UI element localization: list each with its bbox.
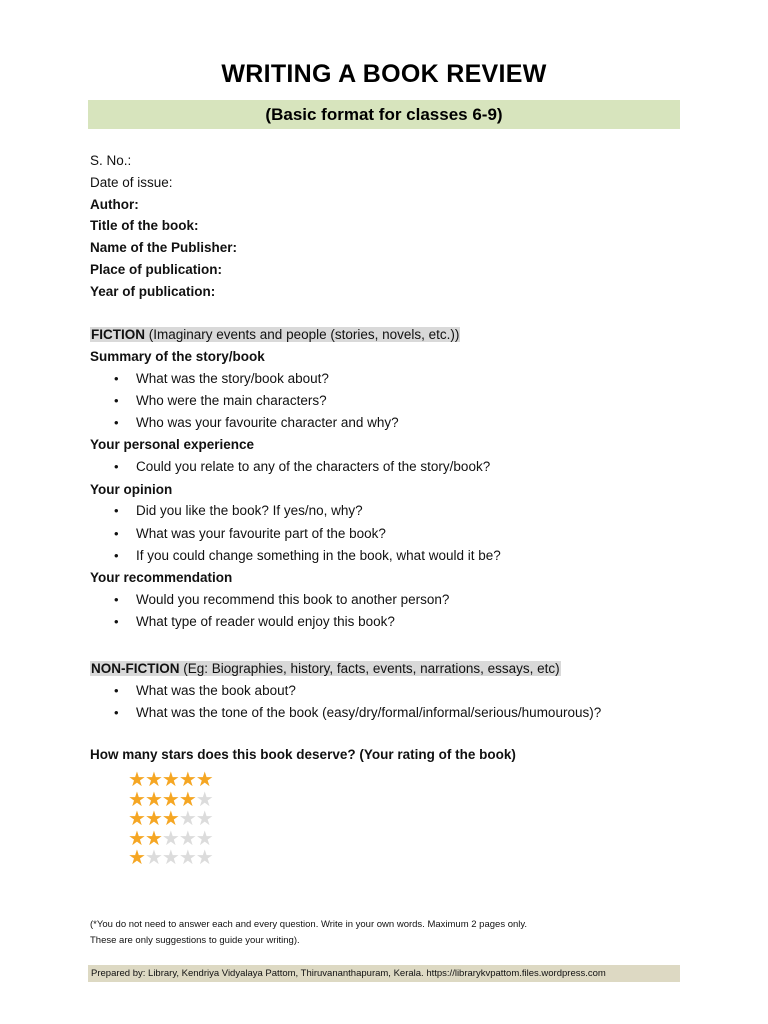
list-item: • What was your favourite part of the book? bbox=[90, 523, 690, 545]
star-icon: ★ bbox=[144, 827, 162, 850]
summary-heading: Summary of the story/book bbox=[90, 348, 265, 364]
star-icon: ★ bbox=[195, 769, 213, 791]
star-icon: ★ bbox=[161, 847, 179, 869]
fiction-description: (Imaginary events and people (stories, novels, etc.)) bbox=[145, 327, 460, 342]
star-icon: ★ bbox=[178, 847, 196, 869]
star-icon: ★ bbox=[128, 847, 145, 869]
subtitle-banner bbox=[88, 100, 680, 129]
fiction-heading-highlight bbox=[90, 327, 460, 342]
recommendation-list bbox=[90, 589, 690, 634]
list-item: • If you could change something in the book, what would it be? bbox=[90, 545, 690, 567]
star-icon: ★ bbox=[128, 808, 145, 830]
note-line-2: These are only suggestions to guide your writing). bbox=[90, 935, 300, 946]
nonfiction-heading-line bbox=[90, 658, 690, 680]
list-item: • Would you recommend this book to another person? bbox=[90, 589, 690, 611]
field-year-of-publication: Year of publication: bbox=[90, 283, 216, 299]
field-title-of-book: Title of the book: bbox=[90, 218, 199, 234]
summary-list bbox=[90, 368, 690, 435]
recommendation-heading: Your recommendation bbox=[90, 570, 233, 586]
instructions-note bbox=[90, 917, 690, 949]
list-item: • Who were the main characters? bbox=[90, 390, 690, 412]
star-icon: ★ bbox=[195, 827, 213, 850]
field-author: Author: bbox=[90, 196, 139, 212]
star-icon: ★ bbox=[161, 788, 179, 811]
star-icon: ★ bbox=[128, 827, 145, 850]
opinion-heading: Your opinion bbox=[90, 481, 173, 497]
list-item: • What was the story/book about? bbox=[90, 368, 690, 390]
star-icon: ★ bbox=[144, 808, 162, 830]
star-icon: ★ bbox=[161, 808, 179, 830]
note-line-1: (*You do not need to answer each and every question. Write in your own words. Maximum 2 pages only. bbox=[90, 919, 528, 930]
experience-list bbox=[90, 456, 690, 478]
list-item: • Who was your favourite character and why? bbox=[90, 412, 690, 434]
star-icon: ★ bbox=[144, 769, 162, 791]
star-icon: ★ bbox=[161, 827, 179, 850]
list-item: • Did you like the book? If yes/no, why? bbox=[90, 500, 690, 522]
footer-credit bbox=[88, 965, 680, 982]
nonfiction-heading-highlight bbox=[90, 661, 561, 676]
star-icon: ★ bbox=[195, 808, 213, 830]
subtitle-text: (Basic format for classes 6-9) bbox=[265, 105, 503, 124]
field-serial-number: S. No.: bbox=[90, 153, 132, 168]
star-icon: ★ bbox=[144, 788, 162, 811]
star-icon: ★ bbox=[178, 827, 196, 850]
nonfiction-section bbox=[90, 658, 690, 724]
star-rating-scale bbox=[128, 771, 213, 869]
page-title: WRITING A BOOK REVIEW bbox=[221, 60, 547, 88]
list-item: • Could you relate to any of the characters of the story/book? bbox=[90, 456, 690, 478]
star-icon: ★ bbox=[128, 769, 145, 791]
rating-question: How many stars does this book deserve? (Your rating of the book) bbox=[90, 747, 516, 762]
book-details-fields bbox=[90, 150, 237, 303]
opinion-list bbox=[90, 500, 690, 567]
star-row-1 bbox=[128, 849, 213, 869]
field-publisher: Name of the Publisher: bbox=[90, 240, 238, 256]
star-icon: ★ bbox=[144, 847, 162, 869]
fiction-heading: FICTION bbox=[91, 327, 145, 342]
star-icon: ★ bbox=[178, 788, 196, 811]
experience-heading: Your personal experience bbox=[90, 437, 255, 453]
footer-text: Prepared by: Library, Kendriya Vidyalaya Pattom, Thiruvananthapuram, Kerala. https://librarykvpattom.files.wordpress.com bbox=[91, 968, 606, 979]
star-icon: ★ bbox=[128, 788, 145, 811]
fiction-section bbox=[90, 324, 690, 634]
list-item: • What was the tone of the book (easy/dry/formal/informal/serious/humourous)? bbox=[90, 702, 690, 724]
star-icon: ★ bbox=[178, 808, 196, 830]
list-item: • What type of reader would enjoy this book? bbox=[90, 611, 690, 633]
star-icon: ★ bbox=[178, 769, 196, 791]
fiction-heading-line bbox=[90, 324, 690, 346]
nonfiction-list bbox=[90, 680, 690, 725]
field-date-of-issue: Date of issue: bbox=[90, 174, 173, 190]
star-icon: ★ bbox=[195, 847, 213, 869]
nonfiction-heading: NON-FICTION bbox=[91, 661, 180, 676]
nonfiction-description: (Eg: Biographies, history, facts, events, narrations, essays, etc) bbox=[179, 661, 560, 676]
field-place-of-publication: Place of publication: bbox=[90, 261, 223, 277]
star-icon: ★ bbox=[161, 769, 179, 791]
star-icon: ★ bbox=[195, 788, 213, 811]
list-item: • What was the book about? bbox=[90, 680, 690, 702]
